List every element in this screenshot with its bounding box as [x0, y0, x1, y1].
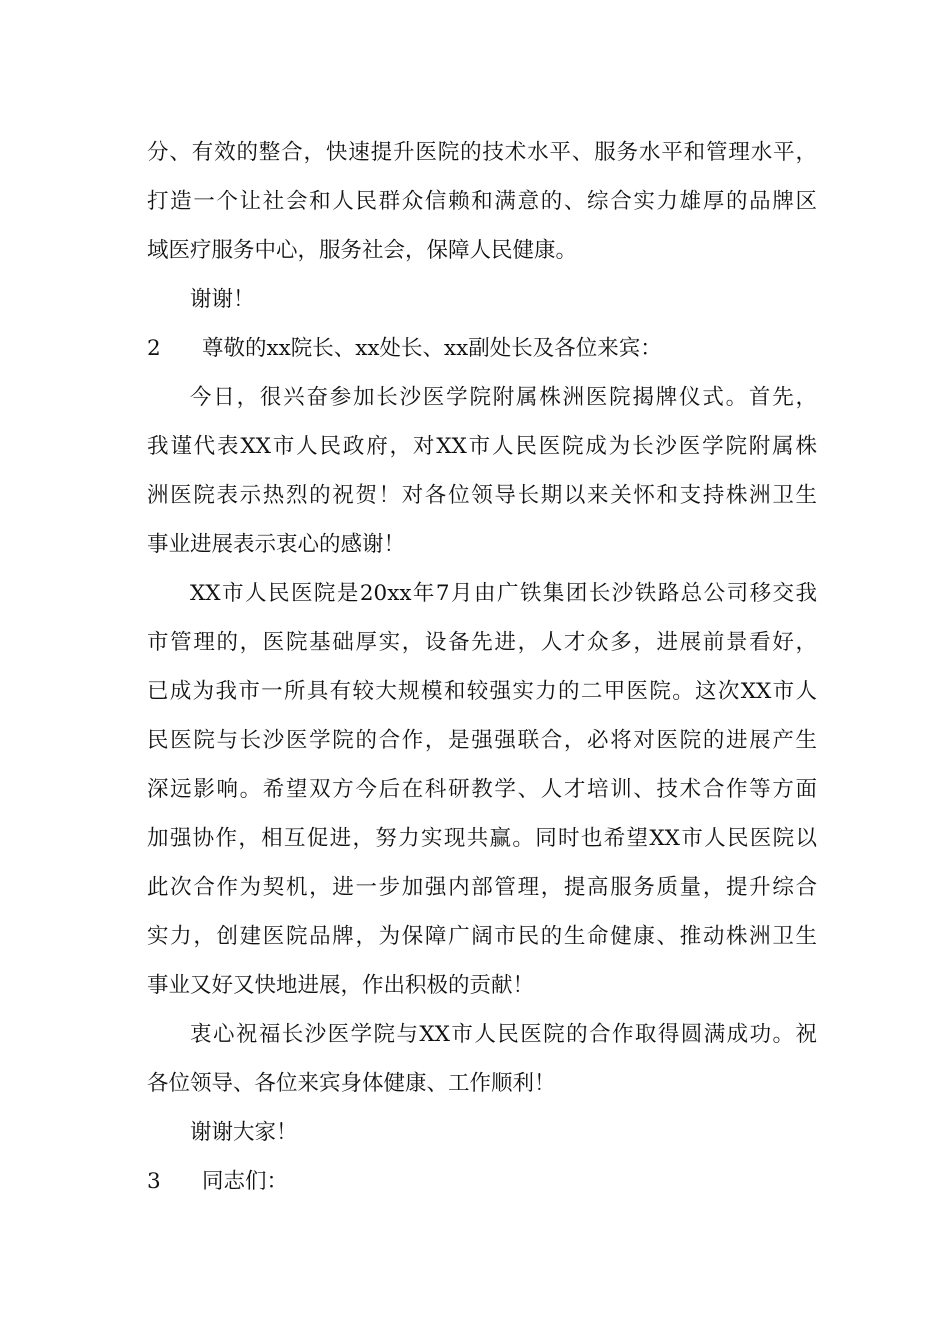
paragraph-line: 洲医院表示热烈的祝贺！对各位领导长期以来关怀和支持株洲卫生	[147, 483, 817, 508]
thanks-line: 谢谢大家！	[190, 1120, 298, 1145]
paragraph-line: 衷心祝福长沙医学院与XX市人民医院的合作取得圆满成功。祝	[190, 1022, 817, 1047]
paragraph-line: 各位领导、各位来宾身体健康、工作顺利！	[147, 1071, 556, 1096]
paragraph-line: 域医疗服务中心，服务社会，保障人民健康。	[147, 238, 578, 263]
paragraph-line: 加强协作，相互促进，努力实现共赢。同时也希望XX市人民医院以	[147, 826, 817, 851]
section-3-heading	[147, 1157, 817, 1206]
paragraph-line: 分、有效的整合，快速提升医院的技术水平、服务水平和管理水平，	[147, 140, 817, 165]
paragraph-line: 此次合作为契机，进一步加强内部管理，提高服务质量，提升综合	[147, 875, 817, 900]
paragraph-line: 已成为我市一所具有较大规模和较强实力的二甲医院。这次XX市人	[147, 679, 817, 704]
paragraph-line: 我谨代表XX市人民政府，对XX市人民医院成为长沙医学院附属株	[147, 434, 817, 459]
paragraph-line: 打造一个让社会和人民群众信赖和满意的、综合实力雄厚的品牌区	[147, 189, 817, 214]
document-body	[147, 128, 817, 1206]
paragraph-line: 民医院与长沙医学院的合作，是强强联合，必将对医院的进展产生	[147, 728, 817, 753]
salutation: 同志们：	[202, 1169, 289, 1194]
paragraph-line: 事业进展表示衷心的感谢！	[147, 532, 406, 557]
section-number: 2	[147, 336, 161, 361]
section-2-heading	[147, 324, 817, 373]
section-number: 3	[147, 1169, 161, 1194]
paragraph-line: XX市人民医院是20xx年7月由广铁集团长沙铁路总公司移交我	[190, 581, 817, 606]
salutation: 尊敬的xx院长、xx处长、xx副处长及各位来宾：	[202, 336, 662, 361]
paragraph-line: 事业又好又快地进展，作出积极的贡献！	[147, 973, 535, 998]
paragraph-line: 深远影响。希望双方今后在科研教学、人才培训、技术合作等方面	[147, 777, 817, 802]
paragraph-line: 市管理的，医院基础厚实，设备先进，人才众多，进展前景看好，	[147, 630, 817, 655]
paragraph-line: 今日，很兴奋参加长沙医学院附属株洲医院揭牌仪式。首先，	[190, 385, 817, 410]
paragraph-line: 实力，创建医院品牌，为保障广阔市民的生命健康、推动株洲卫生	[147, 924, 817, 949]
thanks-line: 谢谢！	[190, 287, 255, 312]
